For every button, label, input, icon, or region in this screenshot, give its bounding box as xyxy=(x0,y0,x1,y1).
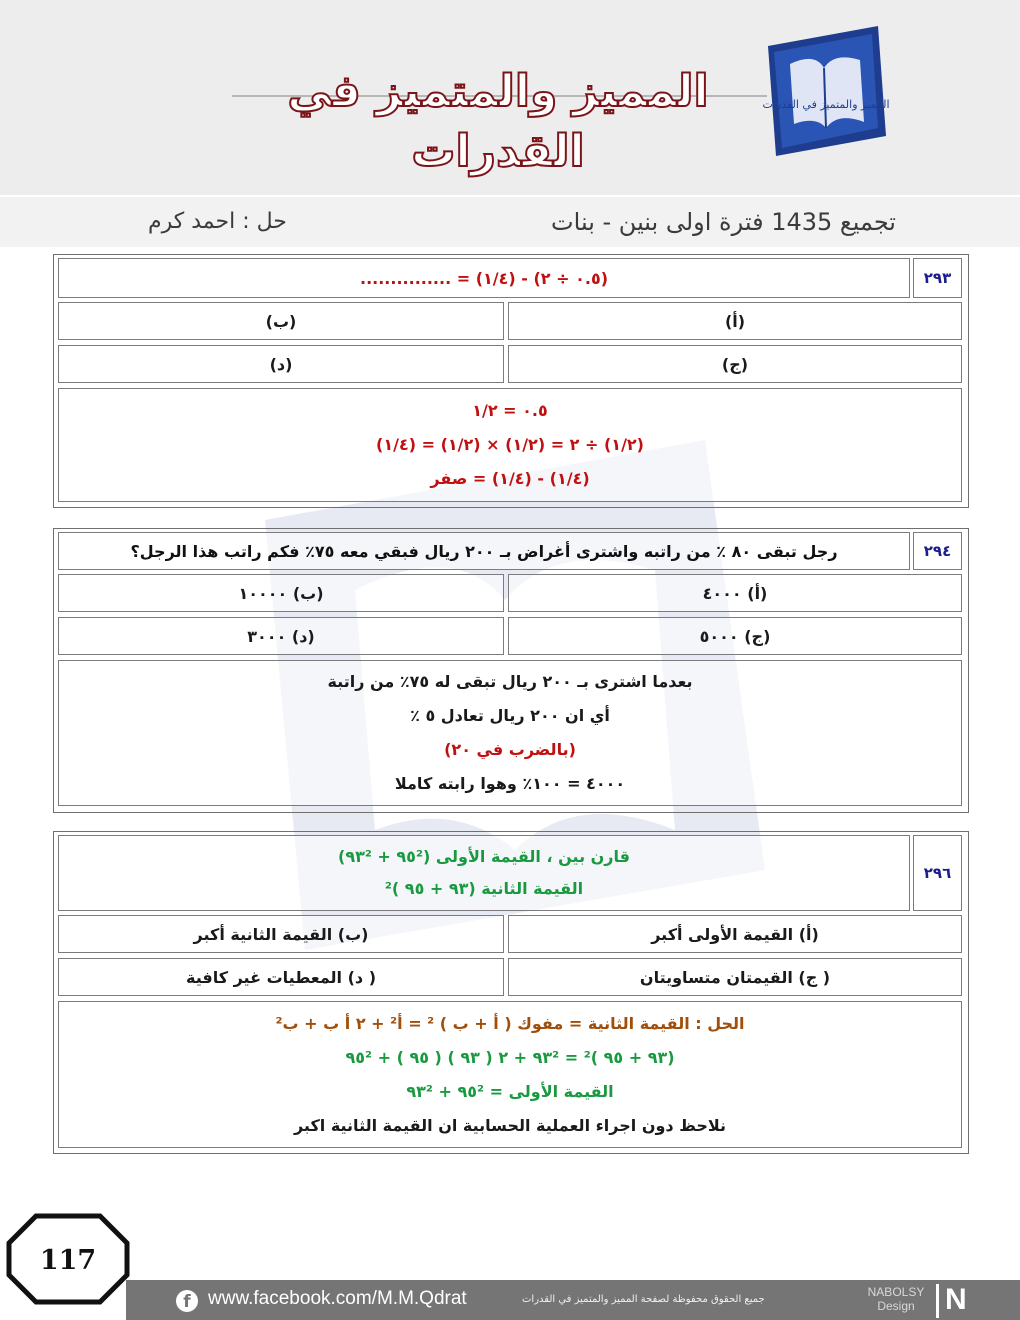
answer-line: أي ان ٢٠٠ ريال تعادل ٥ ٪ xyxy=(410,706,610,725)
logo-title: المميز والمتميز في القدرات xyxy=(287,66,709,177)
svg-text:المميز والمتميز في القدرات: المميز والمتميز في القدرات xyxy=(762,98,890,111)
answer-box xyxy=(58,1001,962,1148)
question-line: القيمة الثانية (٩٣ + ٩٥ )² xyxy=(384,879,584,898)
question-text: (٠.٥ ÷ ٢) - (١/٤) = ............... xyxy=(58,258,910,298)
book-logo-icon xyxy=(760,24,890,158)
option-b[interactable]: (ب) xyxy=(58,302,504,340)
question-number: ٢٩٤ xyxy=(913,532,962,570)
answer-box xyxy=(58,388,962,502)
page-header xyxy=(0,0,1020,195)
answer-line: ٤٠٠٠ = ١٠٠٪ وهوا رابته كاملا xyxy=(394,774,626,793)
page-number-badge xyxy=(6,1213,130,1305)
copyright-text: جميع الحقوق محفوظة لصفحة المميز والمتميز في القدرات xyxy=(522,1294,765,1305)
option-a[interactable]: (أ) xyxy=(508,302,962,340)
option-c[interactable]: (ج) ٥٠٠٠ xyxy=(508,617,962,655)
question-text xyxy=(58,835,910,911)
answer-line: (٩٣ + ٩٥ )² = ٩٣² + ٢ ( ٩٣ ) ( ٩٥ ) + ٩٥² xyxy=(345,1047,675,1067)
answer-line: (١/٢) ÷ ٢ = (١/٢) × (١/٢) = (١/٤) xyxy=(376,435,644,454)
option-d[interactable]: (د) ٣٠٠٠ xyxy=(58,617,504,655)
designer-label: Design xyxy=(877,1299,915,1313)
brand-letter: N xyxy=(945,1283,967,1316)
option-c[interactable]: ( ج) القيمتان متساويتان xyxy=(508,958,962,996)
compilation-title: تجميع 1435 فترة اولى بنين - بنات xyxy=(551,208,896,236)
subtitle-bar xyxy=(0,197,1020,247)
option-b[interactable]: (ب) القيمة الثانية أكبر xyxy=(58,915,504,953)
facebook-link[interactable]: www.facebook.com/M.M.Qdrat xyxy=(208,1288,467,1309)
designer-name: NABOLSY xyxy=(867,1285,925,1299)
question-line: قارن بين ، القيمة الأولى (٩٥² + ٩٣²) xyxy=(338,847,630,866)
answer-box xyxy=(58,660,962,806)
option-d[interactable]: ( د) المعطيات غير كافية xyxy=(58,958,504,996)
question-text: رجل تبقى ٨٠ ٪ من راتبه واشترى أغراض بـ ٢٠٠ ريال فبقي معه ٧٥٪ فكم راتب هذا الرجل؟ xyxy=(58,532,910,570)
answer-line: بعدما اشترى بـ ٢٠٠ ريال تبقى له ٧٥٪ من راتبة xyxy=(327,672,693,691)
question-number: ٢٩٦ xyxy=(913,835,962,911)
designer-credit xyxy=(856,1285,936,1313)
answer-line: (١/٤) - (١/٤) = صفر xyxy=(430,469,590,488)
answer-line: نلاحظ دون اجراء العملية الحسابية ان القيمة الثانية اكبر xyxy=(293,1115,727,1135)
option-b[interactable]: (ب) ١٠٠٠٠ xyxy=(58,574,504,612)
option-c[interactable]: (ج) xyxy=(508,345,962,383)
footer-divider xyxy=(936,1284,939,1318)
answer-line: ٠.٥ = ١/٢ xyxy=(472,401,548,420)
question-number: ٢٩٣ xyxy=(913,258,962,298)
option-a[interactable]: (أ) القيمة الأولى أكبر xyxy=(508,915,962,953)
option-a[interactable]: (أ) ٤٠٠٠ xyxy=(508,574,962,612)
answer-line: القيمة الأولى = ٩٥² + ٩٣² xyxy=(406,1081,614,1101)
option-d[interactable]: (د) xyxy=(58,345,504,383)
page-number: 117 xyxy=(39,1245,97,1276)
answer-line: الحل : القيمة الثانية = مفوك ( أ + ب ) ² = أ² + ٢ أ ب + ب² xyxy=(275,1013,745,1033)
solver-name: حل : احمد كرم xyxy=(148,209,287,234)
facebook-icon[interactable]: f xyxy=(176,1290,198,1312)
answer-line: (بالضرب في ٢٠) xyxy=(444,740,576,759)
